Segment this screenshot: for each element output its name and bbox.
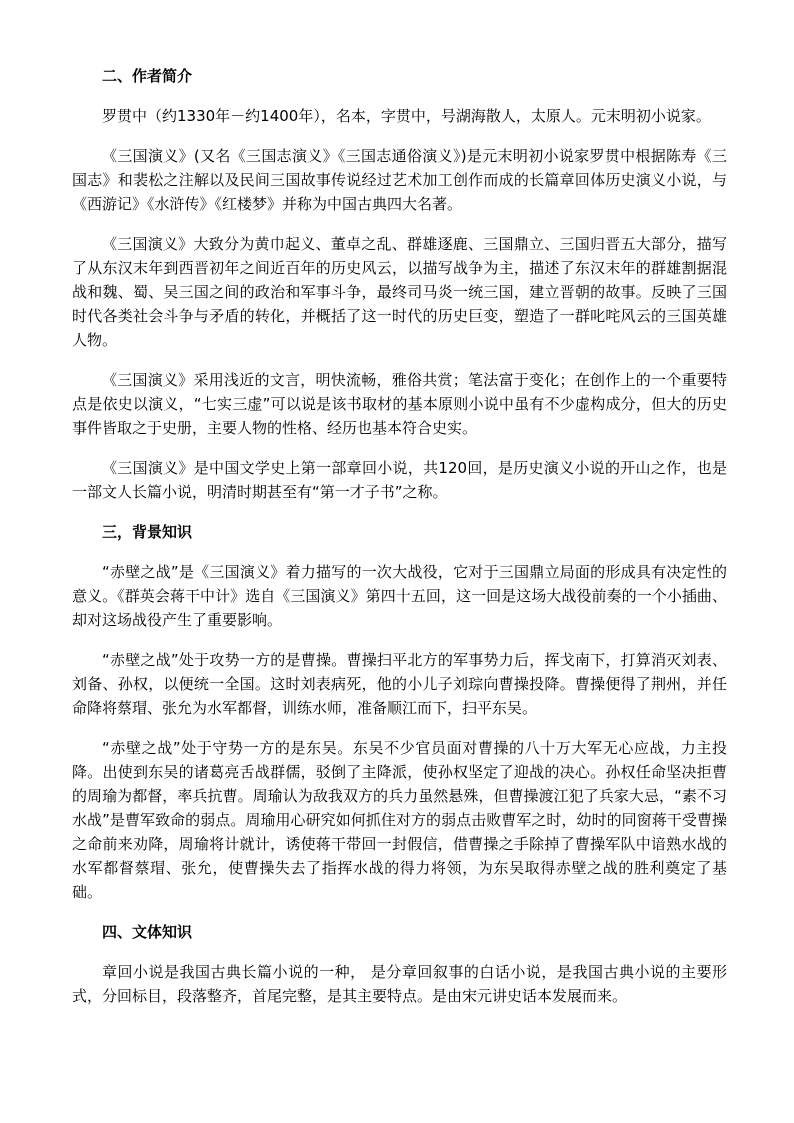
paragraph: “赤壁之战”是《三国演义》着力描写的一次大战役，它对于三国鼎立局面的形成具有决定性的意义。《群英会蒋干中计》选自《三国演义》第四十五回，这一回是这场大战役前奏的一个小插曲、却对这场战役产生了重要影响。 xyxy=(72,563,727,629)
paragraph: 《三国演义》是中国文学史上第一部章回小说，共120回，是历史演义小说的开山之作，也是一部文人长篇小说，明清时期甚至有“第一才子书”之称。 xyxy=(72,459,727,501)
section-genre xyxy=(72,920,727,1008)
section-background xyxy=(72,520,727,904)
document-page xyxy=(72,64,727,1024)
paragraph: “赤壁之战”处于攻势一方的是曹操。曹操扫平北方的军事势力后，挥戈南下，打算消灭刘表、刘备、孙权，以便统一全国。这时刘表病死，他的小儿子刘琮向曹操投降。曹操便得了荆州，并任命降将蔡瑁、张允为水军都督，训练水师，准备顺江而下，扫平东吴。 xyxy=(72,651,727,717)
paragraph: 罗贯中（约1330年－约1400年），名本，字贯中，号湖海散人，太原人。元末明初小说家。 xyxy=(102,107,711,125)
paragraph: 《三国演义》采用浅近的文言，明快流畅，雅俗共赏；笔法富于变化；在创作上的一个重要特点是依史以演义，“七实三虚”可以说是该书取材的基本原则小说中虽有不少虚构成分，但大的历史事件皆取之于史册，主要人物的性格、经历也基本符合史实。 xyxy=(72,371,727,437)
section-heading: 四、文体知识 xyxy=(102,923,193,941)
section-heading: 二、作者简介 xyxy=(102,67,193,85)
paragraph: 《三国演义》(又名《三国志演义》《三国志通俗演义》)是元末明初小说家罗贯中根据陈寿《三国志》和裴松之注解以及民间三国故事传说经过艺术加工创作而成的长篇章回体历史演义小说，与《西游记》《水浒传》《红楼梦》并称为中国古典四大名著。 xyxy=(72,147,727,213)
paragraph: “赤壁之战”处于守势一方的是东吴。东吴不少官员面对曹操的八十万大军无心应战，力主投降。出使到东吴的诸葛亮舌战群儒，驳倒了主降派，使孙权坚定了迎战的决心。孙权任命坚决拒曹的周瑜为都督，率兵抗曹。周瑜认为敌我双方的兵力虽然悬殊，但曹操渡江犯了兵家大忌，“素不习水战”是曹军致命的弱点。周瑜用心研究如何抓住对方的弱点击败曹军之时，幼时的同窗蒋干受曹操之命前来劝降，周瑜将计就计，诱使蒋干带回一封假信，借曹操之手除掉了曹操军队中谙熟水战的水军都督蔡瑁、张允，使曹操失去了指挥水战的得力将领，为东吴取得赤壁之战的胜利奠定了基础。 xyxy=(72,739,727,901)
section-heading: 三，背景知识 xyxy=(102,523,193,541)
paragraph: 章回小说是我国古典长篇小说的一种， 是分章回叙事的白话小说，是我国古典小说的主要形式，分回标目，段落整齐，首尾完整，是其主要特点。是由宋元讲史话本发展而来。 xyxy=(72,963,727,1005)
section-author xyxy=(72,64,727,504)
paragraph: 《三国演义》大致分为黄巾起义、董卓之乱、群雄逐鹿、三国鼎立、三国归晋五大部分，描写了从东汉末年到西晋初年之间近百年的历史风云，以描写战争为主，描述了东汉末年的群雄割据混战和魏、蜀、吴三国之间的政治和军事斗争，最终司马炎一统三国，建立晋朝的故事。反映了三国时代各类社会斗争与矛盾的转化，并概括了这一时代的历史巨变，塑造了一群叱咤风云的三国英雄人物。 xyxy=(72,235,727,349)
